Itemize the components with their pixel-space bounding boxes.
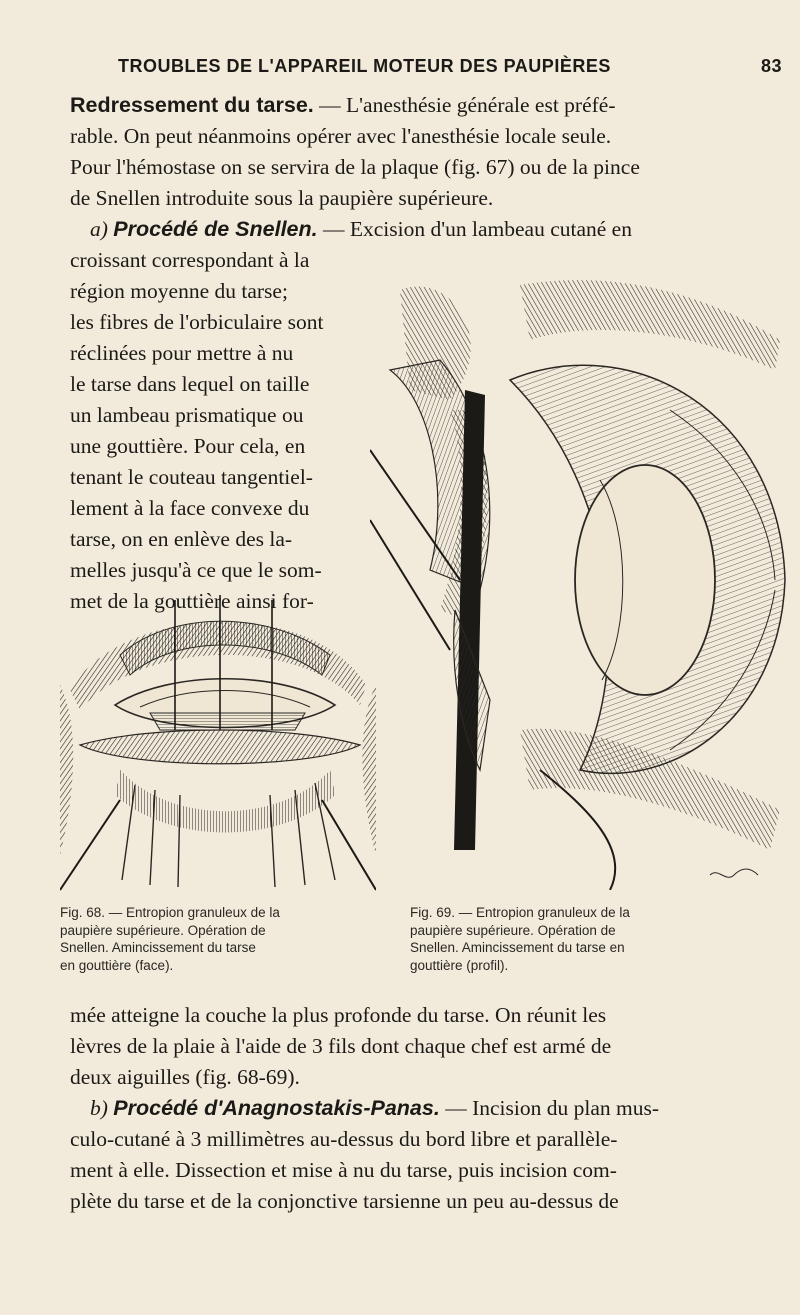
- text-line: de Snellen introduite sous la paupière supérieure.: [70, 186, 494, 210]
- text-span: — Excision d'un lambeau cutané en: [317, 217, 632, 241]
- caption-line: en gouttière (face).: [60, 957, 174, 973]
- wrap-line: réclinées pour mettre à nu: [70, 341, 294, 365]
- wrap-line: une gouttière. Pour cela, en: [70, 434, 306, 458]
- caption-line: gouttière (profil).: [410, 957, 509, 973]
- wrap-line: les fibres de l'orbiculaire sont: [70, 310, 324, 334]
- text-span: — L'anesthésie générale est préfé-: [313, 93, 616, 117]
- wrap-line: un lambeau prismatique ou: [70, 403, 304, 427]
- text-line: rable. On peut néanmoins opérer avec l'anesthésie locale seule.: [70, 124, 612, 148]
- wrap-line: lement à la face convexe du: [70, 496, 310, 520]
- wrap-line: met de la gouttière ainsi for-: [70, 589, 314, 613]
- wrap-line: le tarse dans lequel on taille: [70, 372, 310, 396]
- figure-69-illustration: [370, 250, 790, 890]
- section-heading: Redressement du tarse.: [70, 93, 314, 117]
- page-number: 83: [760, 56, 782, 76]
- caption-line: Snellen. Amincissement du tarse: [60, 940, 256, 955]
- text-line: ment à elle. Dissection et mise à nu du tarse, puis incision com-: [70, 1158, 617, 1182]
- text-line: [90, 1093, 659, 1124]
- text-span: — Incision du plan mus-: [439, 1096, 659, 1120]
- figure-68-caption: [60, 904, 280, 974]
- text-line: culo-cutané à 3 millimètres au-dessus du bord libre et parallèle-: [70, 1127, 618, 1151]
- wrap-line: région moyenne du tarse;: [70, 279, 288, 303]
- wrap-line: croissant correspondant à la: [70, 248, 310, 272]
- caption-line: paupière supérieure. Opération de: [60, 922, 266, 938]
- text-line: [70, 90, 616, 121]
- text-line: Pour l'hémostase on se servira de la plaque (fig. 67) ou de la pince: [70, 155, 640, 179]
- figure-69-caption: [410, 904, 630, 974]
- item-label: a): [90, 217, 108, 241]
- wrap-line: tarse, on en enlève des la-: [70, 527, 293, 551]
- caption-line: Fig. 69. — Entropion granuleux de la: [410, 905, 630, 920]
- caption-line: Fig. 68. — Entropion granuleux de la: [60, 905, 280, 920]
- section-heading: Procédé d'Anagnostakis-Panas.: [113, 1096, 440, 1120]
- text-line: mée atteigne la couche la plus profonde du tarse. On réunit les: [70, 1003, 607, 1027]
- caption-line: Snellen. Amincissement du tarse en: [410, 940, 625, 955]
- running-title: TROUBLES DE L'APPAREIL MOTEUR DES PAUPIÈRES: [118, 56, 611, 76]
- figure-68-illustration: [60, 595, 376, 895]
- item-label: b): [90, 1096, 108, 1120]
- text-line: deux aiguilles (fig. 68-69).: [70, 1065, 300, 1089]
- text-line: [90, 214, 632, 245]
- wrap-line: melles jusqu'à ce que le som-: [70, 558, 322, 582]
- wrap-line: tenant le couteau tangentiel-: [70, 465, 313, 489]
- caption-line: paupière supérieure. Opération de: [410, 922, 616, 938]
- text-line: lèvres de la plaie à l'aide de 3 fils dont chaque chef est armé de: [70, 1034, 612, 1058]
- section-heading: Procédé de Snellen.: [113, 217, 318, 241]
- text-line: plète du tarse et de la conjonctive tarsienne un peu au-dessus de: [70, 1189, 619, 1213]
